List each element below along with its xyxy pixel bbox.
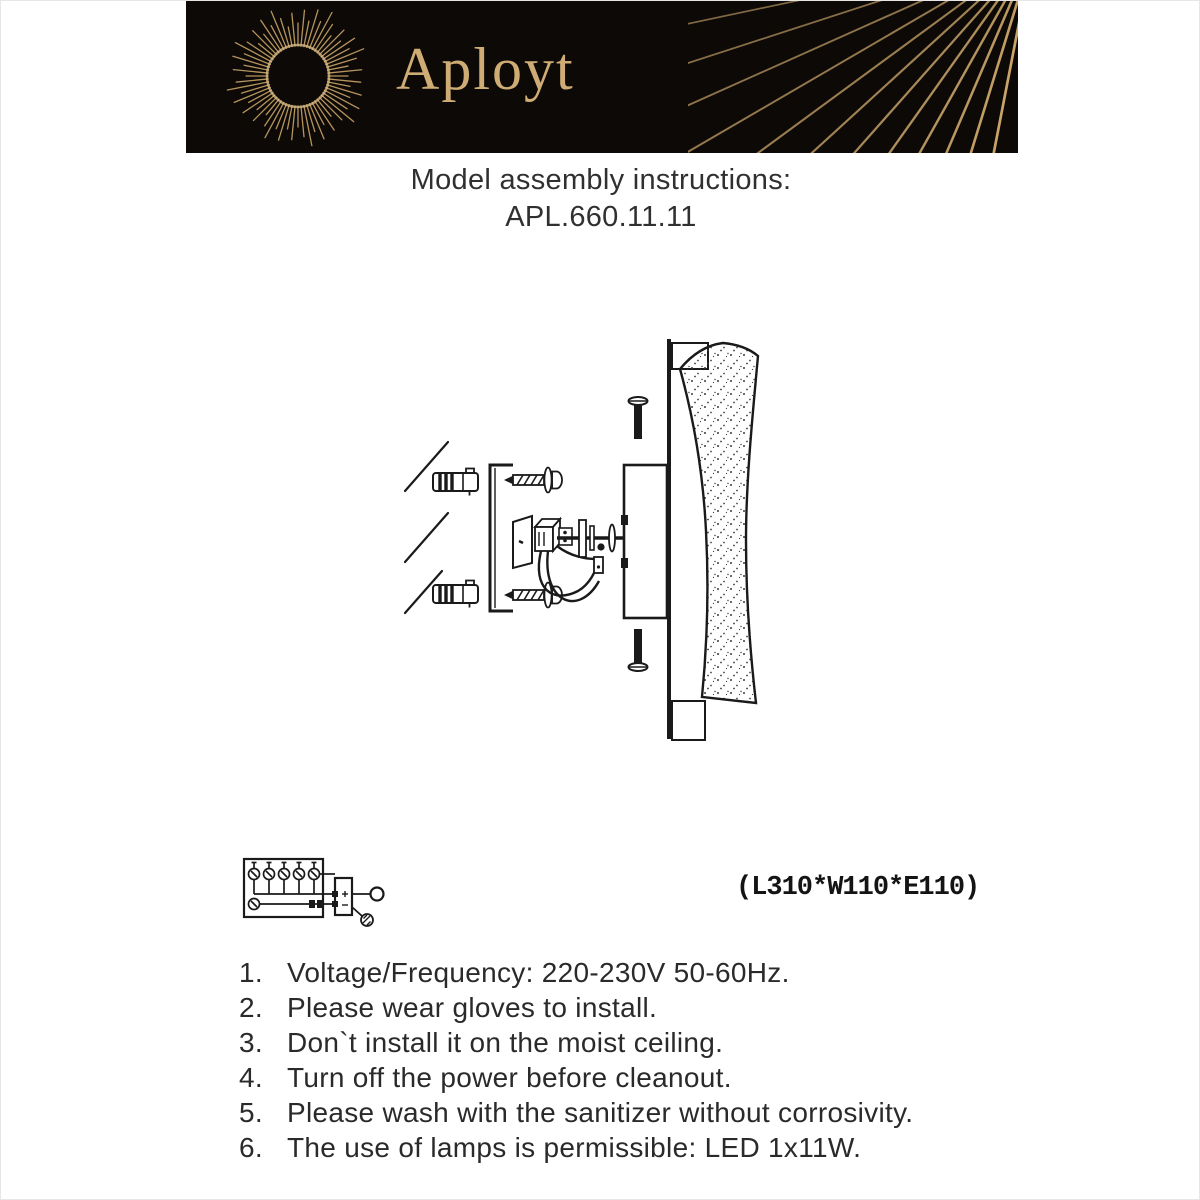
instruction-item bbox=[239, 1132, 913, 1167]
stem-shaft bbox=[557, 520, 623, 557]
instruction-item bbox=[239, 957, 913, 992]
instruction-item bbox=[239, 1097, 913, 1132]
model-number: APL.660.11.11 bbox=[505, 201, 697, 233]
instruction-list bbox=[239, 957, 913, 1167]
mounting-plate bbox=[621, 465, 667, 618]
wires bbox=[539, 546, 599, 601]
instruction-item bbox=[239, 1062, 913, 1097]
fixing-bolt-top bbox=[629, 397, 648, 439]
instruction-text: Turn off the power before cleanout. bbox=[287, 1062, 732, 1093]
instruction-text: Please wash with the sanitizer without corrosivity. bbox=[287, 1097, 914, 1128]
decorative-rays-icon bbox=[688, 1, 1018, 153]
brand-sunburst-logo-icon bbox=[218, 1, 378, 153]
instruction-text: Please wear gloves to install. bbox=[287, 992, 658, 1023]
wall-anchor-bottom bbox=[433, 581, 478, 608]
lamp-backplate bbox=[669, 339, 708, 740]
wall-anchor-top bbox=[433, 469, 478, 496]
instruction-item bbox=[239, 992, 913, 1027]
wiring-diagram bbox=[244, 859, 384, 926]
mounting-screw-top bbox=[504, 468, 562, 493]
instruction-number: 4. bbox=[239, 1062, 263, 1093]
document-title: Model assembly instructions: bbox=[410, 164, 792, 196]
instruction-text: Don`t install it on the moist ceiling. bbox=[287, 1027, 724, 1058]
instruction-text: Voltage/Frequency: 220-230V 50-60Hz. bbox=[287, 957, 790, 988]
brand-name: Aployt bbox=[396, 36, 575, 102]
junction-box bbox=[535, 519, 572, 551]
instruction-number: 5. bbox=[239, 1097, 263, 1128]
wall-hatch-lines bbox=[405, 442, 448, 613]
instruction-number: 1. bbox=[239, 957, 263, 988]
instruction-text: The use of lamps is permissible: LED 1x11W. bbox=[287, 1132, 862, 1163]
wall-cup-plate bbox=[513, 516, 532, 568]
instruction-number: 3. bbox=[239, 1027, 263, 1058]
dimensions-label: (L310*W110*E110) bbox=[736, 873, 980, 903]
title-block bbox=[1, 164, 1200, 234]
instruction-number: 6. bbox=[239, 1132, 263, 1163]
wire-connector bbox=[594, 557, 603, 573]
lamp-shade bbox=[680, 343, 758, 703]
instruction-item bbox=[239, 1027, 913, 1062]
header-banner bbox=[186, 1, 1018, 153]
fixing-bolt-bottom bbox=[629, 629, 648, 671]
instruction-number: 2. bbox=[239, 992, 263, 1023]
mounting-bracket bbox=[490, 465, 513, 611]
mounting-screw-bottom bbox=[504, 583, 562, 608]
